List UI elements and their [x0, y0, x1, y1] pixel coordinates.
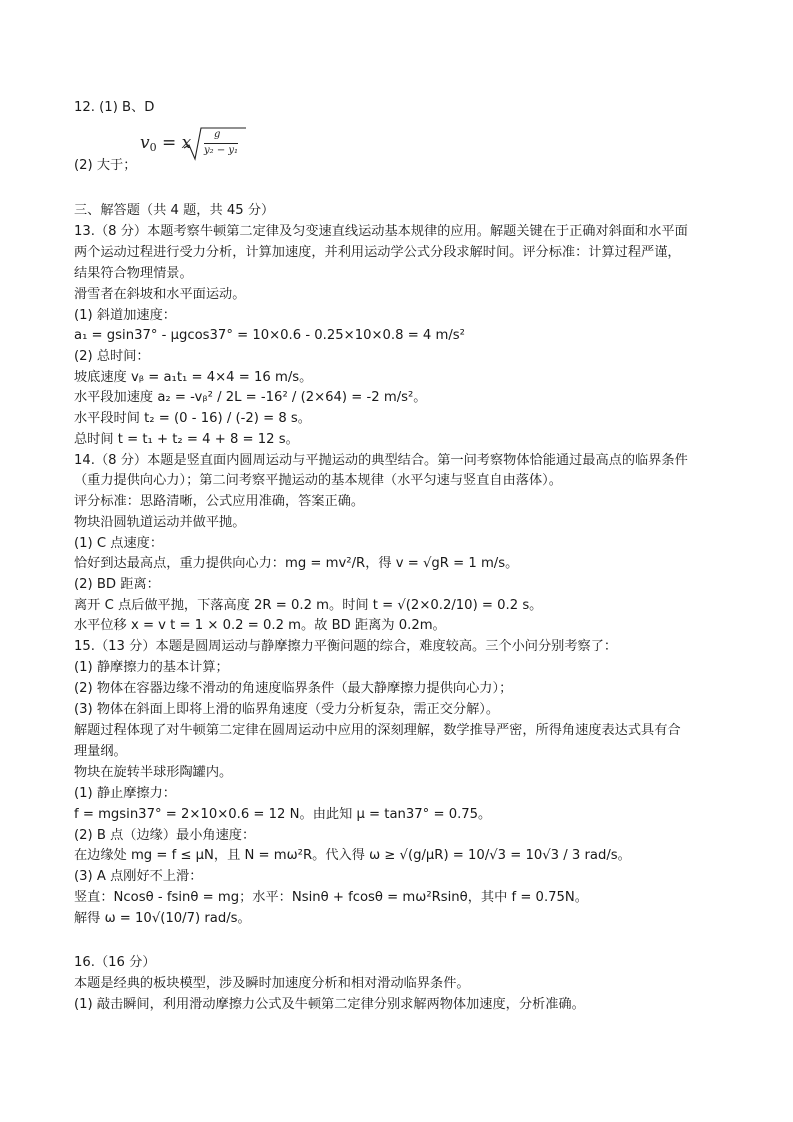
q16-line: 16.（16 分） — [74, 955, 156, 970]
q12-answer-1: 12. (1) B、D — [74, 100, 155, 115]
q13-line: (1) 斜道加速度： — [74, 308, 176, 323]
q15-line: (3) 物体在斜面上即将上滑的临界角速度（受力分析复杂，需正交分解）。 — [74, 702, 500, 717]
q16-line: (1) 敲击瞬间，利用滑动摩擦力公式及牛顿第二定律分别求解两物体加速度，分析准确。 — [74, 997, 585, 1012]
q13-line: 水平段加速度 a₂ = -vᵦ² / 2L = -16² / (2×64) = -2 m/s²。 — [74, 390, 427, 405]
q16-line: 本题是经典的板块模型，涉及瞬时加速度分析和相对滑动临界条件。 — [74, 976, 470, 991]
q15-line: 在边缘处 mg = f ≤ μN，且 N = mω²R。代入得 ω ≥ √(g/μR) = 10/√3 = 10√3 / 3 rad/s。 — [74, 848, 631, 863]
q15-line: 物块在旋转半球形陶罐内。 — [74, 765, 233, 780]
q15-line: (2) 物体在容器边缘不滑动的角速度临界条件（最大静摩擦力提供向心力）； — [74, 681, 513, 696]
q15-line: 竖直：Ncosθ - fsinθ = mg；水平：Nsinθ + fcosθ = mω²Rsinθ，其中 f = 0.75N。 — [74, 890, 588, 905]
q14-line: 恰好到达最高点，重力提供向心力：mg = mv²/R，得 v = √gR = 1 m/s。 — [74, 556, 519, 571]
q15-line: 15.（13 分）本题是圆周运动与静摩擦力平衡问题的综合，难度较高。三个小问分别考察了： — [74, 639, 618, 654]
q15-line: 解得 ω = 10√(10/7) rad/s。 — [74, 911, 251, 926]
formula-v-sub: 0 — [149, 141, 157, 154]
formula-numerator: g — [214, 129, 221, 140]
sqrt-formula — [182, 126, 248, 162]
formula-denominator: y₂ − y₁ — [204, 145, 239, 156]
q14-line: (1) C 点速度： — [74, 536, 164, 551]
fraction-bar — [204, 143, 238, 144]
formula-eq: = x — [156, 133, 192, 153]
q14-line: 离开 C 点后做平抛，下落高度 2R = 0.2 m。时间 t = √(2×0.2/10) = 0.2 s。 — [74, 598, 543, 613]
q15-line: 解题过程体现了对牛顿第二定律在圆周运动中应用的深刻理解，数学推导严密，所得角速度表达式具有合 — [74, 723, 681, 738]
formula-v: v — [140, 133, 150, 153]
q13-line: 两个运动过程进行受力分析，计算加速度，并利用运动学公式分段求解时间。评分标准：计算过程严谨， — [74, 245, 681, 260]
q15-line: 理量纲。 — [74, 744, 127, 759]
q12-answer-2: (2) 大于； — [74, 158, 137, 173]
q13-line: a₁ = gsin37° - μgcos37° = 10×0.6 - 0.25×10×0.8 = 4 m/s² — [74, 328, 465, 343]
q14-line: (2) BD 距离： — [74, 577, 160, 592]
q13-line: 滑雪者在斜坡和水平面运动。 — [74, 287, 246, 302]
q13-line: 总时间 t = t₁ + t₂ = 4 + 8 = 12 s。 — [74, 432, 299, 447]
q15-line: (2) B 点（边缘）最小角速度： — [74, 828, 256, 843]
q14-line: （重力提供向心力）；第二问考察平抛运动的基本规律（水平匀速与竖直自由落体）。 — [74, 473, 562, 488]
q13-line: (2) 总时间： — [74, 349, 150, 364]
q13-line: 水平段时间 t₂ = (0 - 16) / (-2) = 8 s。 — [74, 411, 311, 426]
q15-line: (3) A 点刚好不上滑： — [74, 869, 203, 884]
section-title: 三、解答题（共 4 题，共 45 分） — [74, 203, 275, 218]
q14-line: 水平位移 x = v t = 1 × 0.2 = 0.2 m。故 BD 距离为 0.2m。 — [74, 618, 446, 633]
q15-line: (1) 静止摩擦力： — [74, 786, 176, 801]
q13-line: 坡底速度 vᵦ = a₁t₁ = 4×4 = 16 m/s。 — [74, 370, 313, 385]
q14-line: 14.（8 分）本题是竖直面内圆周运动与平抛运动的典型结合。第一问考察物体恰能通过最高点的临界条件 — [74, 453, 688, 468]
q14-line: 评分标准：思路清晰，公式应用准确，答案正确。 — [74, 494, 365, 509]
q13-line: 结果符合物理情景。 — [74, 266, 193, 281]
q13-line: 13.（8 分）本题考察牛顿第二定律及匀变速直线运动基本规律的应用。解题关键在于正确对斜面和水平面 — [74, 224, 688, 239]
q14-line: 物块沿圆轨道运动并做平抛。 — [74, 515, 246, 530]
q15-line: (1) 静摩擦力的基本计算； — [74, 660, 229, 675]
q15-line: f = mgsin37° = 2×10×0.6 = 12 N。由此知 μ = tan37° = 0.75。 — [74, 807, 492, 822]
